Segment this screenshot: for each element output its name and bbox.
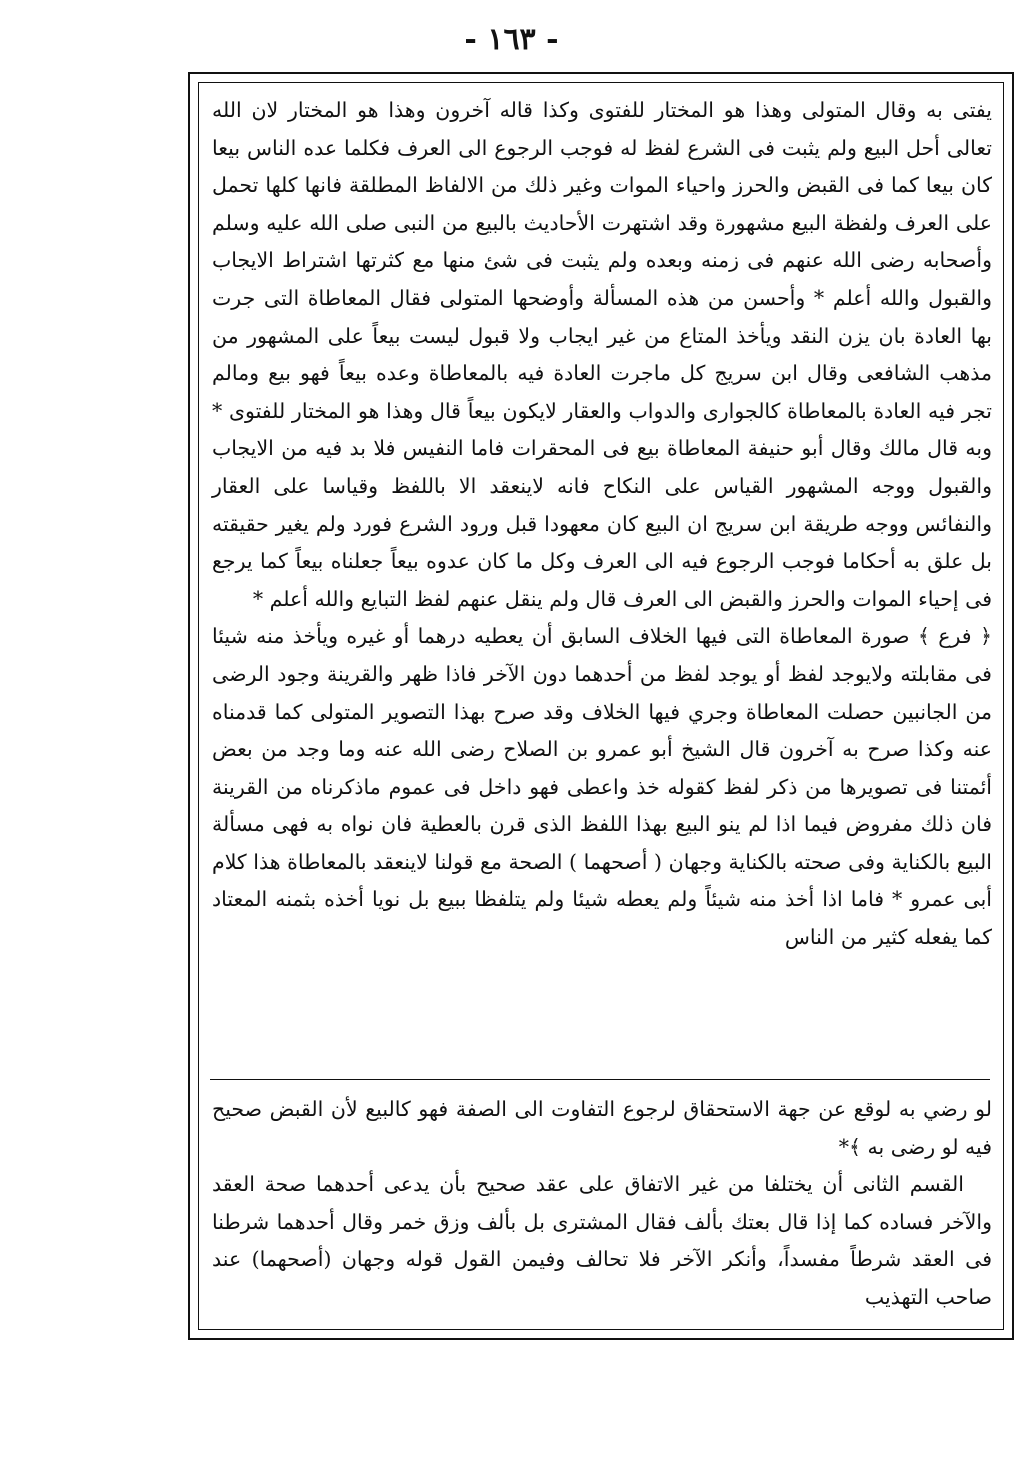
footnote-separator [210,1079,990,1080]
main-text [212,92,992,957]
main-paragraph: ﴿ فرع ﴾ صورة المعاطاة التى فيها الخلاف السابق أن يعطيه درهما أو غيره ويأخذ منه شيئا فى مقابلته ولايوجد لفظ أو يوجد لفظ من أحدهما دون الآخر فاذا ظهر والقرينة وجود الرضى من الجانبين حصلت المعاطاة وجري فيها الخلاف وقد صرح بهذا التصوير المتولى كما قدمناه عنه وكذا صرح به آخرون قال الشيخ أبو عمرو بن الصلاح رضى الله عنه وما وجد من بعض أئمتنا فى تصويرها من ذكر لفظ كقوله خذ واعطى فهو داخل فى عموم ماذكرناه من القرينة فان ذلك مفروض فيما اذا لم ينو البيع بهذا اللفظ الذى قرن بالعطية فان نواه به فهى مسألة البيع بالكناية وفى صحته بالكناية وجهان ( أصحهما ) الصحة مع قولنا لاينعقد بالمعاطاة هذا كلام أبى عمرو * فاما اذا أخذ منه شيئاً ولم يعطه شيئا ولم يتلفظا ببيع بل نويا أخذه بثمنه المعتاد كما يفعله كثير من الناس [212,624,992,950]
page-number: - ١٦٣ - [464,22,559,57]
commentary-paragraph: لو رضي به لوقع عن جهة الاستحقاق لرجوع التفاوت الى الصفة فهو كالبيع لأن القبض صحيح فيه لو رضى به ﴾* [212,1097,992,1159]
commentary-text [212,1091,992,1317]
main-paragraph: يفتى به وقال المتولى وهذا هو المختار للفتوى وكذا قاله آخرون وهذا هو المختار لان الله تعالى أحل البيع ولم يثبت فى الشرع لفظ له فوجب الرجوع الى العرف فكلما عده الناس بيعا كان بيعا كما فى القبض والحرز واحياء الموات وغير ذلك من الالفاظ المطلقة فانها كلها تحمل على العرف ولفظة البيع مشهورة وقد اشتهرت الأحاديث بالبيع من النبى صلى الله عليه وسلم وأصحابه رضى الله عنهم فى زمنه وبعده ولم يثبت فى شئ منها مع كثرتها اشتراط الايجاب والقبول والله أعلم * وأحسن من هذه المسألة وأوضحها المتولى فقال المعاطاة التى جرت بها العادة بان يزن النقد ويأخذ المتاع من غير ايجاب ولا قبول ليست بيعاً على المشهور من مذهب الشافعى وقال ابن سريج كل ماجرت العادة فيه بالمعاطاة وعده بيعاً فهو بيع ومالم تجر فيه العادة بالمعاطاة كالجوارى والدواب والعقار لايكون بيعاً قال وهذا هو المختار للفتوى * وبه قال مالك وقال أبو حنيفة المعاطاة بيع فى المحقرات فاما النفيس فلا بد فيه من الايجاب والقبول ووجه المشهور القياس على النكاح فانه لاينعقد الا باللفظ وقياسا على العقار والنفائس ووجه طريقة ابن سريج ان البيع كان معهودا قبل ورود الشرع فورد ولم يغير حقيقته بل علق به أحكاما فوجب الرجوع فيه الى العرف وكل ما كان عدوه بيعاً جعلناه بيعاً كما يرجع فى إحياء الموات والحرز والقبض الى العرف قال ولم ينقل عنهم لفظ التبايع والله أعلم * [212,98,992,611]
commentary-paragraph: القسم الثانى أن يختلفا من غير الاتفاق على عقد صحيح بأن يدعى أحدهما صحة العقد والآخر فساده كما إذا قال بعتك بألف فقال المشترى بل بألف وزق خمر وقال أحدهما شرطنا فى العقد شرطاً مفسداً، وأنكر الآخر فلا تحالف وفيمن القول قوله وجهان (أصحهما) عند صاحب التهذيب [212,1172,992,1309]
